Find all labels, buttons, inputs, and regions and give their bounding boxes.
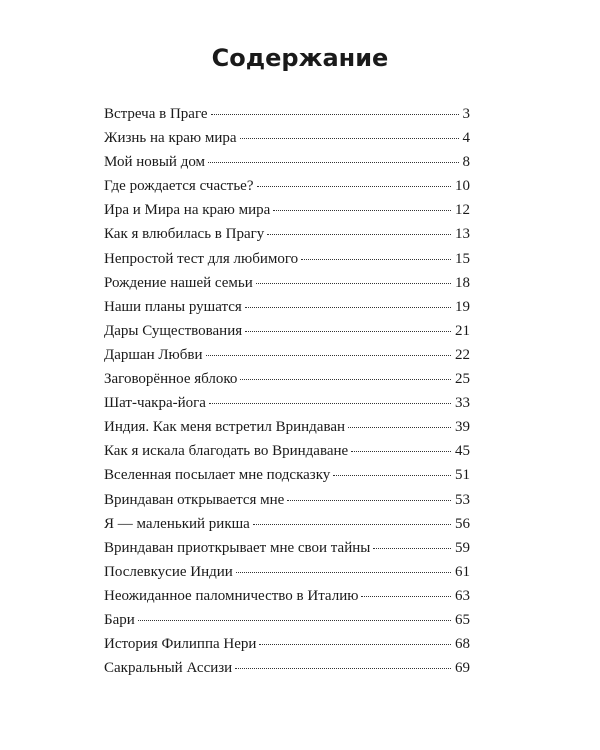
dot-leader <box>138 620 451 621</box>
toc-entry <box>104 467 470 491</box>
toc-entry-page-number: 56 <box>455 515 470 532</box>
toc-entry-title: Как я искала благодать во Вриндаване <box>104 443 349 460</box>
toc-entry-page-number: 59 <box>455 539 470 556</box>
toc-entry-page-number: 65 <box>455 611 470 628</box>
toc-entry-page-number: 15 <box>455 250 470 267</box>
toc-entry <box>104 178 470 202</box>
toc-entry-page-number: 63 <box>455 587 470 604</box>
toc-entry <box>104 516 470 540</box>
toc-entry <box>104 323 470 347</box>
dot-leader <box>240 379 451 380</box>
toc-entry <box>104 636 470 660</box>
toc-entry-title: Непростой тест для любимого <box>104 250 299 267</box>
toc-entry <box>104 202 470 226</box>
toc-entry-title: Даршан Любви <box>104 346 203 363</box>
page-title: Содержание <box>211 44 389 72</box>
toc-entry-page-number: 53 <box>455 491 470 508</box>
toc-entry <box>104 347 470 371</box>
dot-leader <box>351 451 451 452</box>
toc-entry-title: Ира и Мира на краю мира <box>104 202 271 219</box>
dot-leader <box>257 186 452 187</box>
toc-entry-title: Жизнь на краю мира <box>104 130 237 147</box>
toc-entry <box>104 612 470 636</box>
toc-entry-page-number: 18 <box>455 274 470 291</box>
dot-leader <box>240 138 459 139</box>
dot-leader <box>267 234 451 235</box>
toc-entry-page-number: 51 <box>455 467 470 484</box>
dot-leader <box>245 331 451 332</box>
toc-entry <box>104 660 470 684</box>
toc-entry-title: Вселенная посылает мне подсказку <box>104 467 331 484</box>
toc-entry <box>104 275 470 299</box>
dot-leader <box>236 572 451 573</box>
toc-entry-page-number: 19 <box>455 298 470 315</box>
toc-entry <box>104 371 470 395</box>
dot-leader <box>253 524 451 525</box>
toc-entry <box>104 299 470 323</box>
toc-entry-title: Послевкусие Индии <box>104 563 233 580</box>
toc-entry-page-number: 22 <box>455 346 470 363</box>
toc-entry-title: История Филиппа Нери <box>104 636 257 653</box>
toc-entry-title: Сакральный Ассизи <box>104 660 233 677</box>
dot-leader <box>208 162 458 163</box>
dot-leader <box>348 427 451 428</box>
toc-entry <box>104 154 470 178</box>
dot-leader <box>333 475 451 476</box>
toc-entry-page-number: 4 <box>462 130 470 147</box>
dot-leader <box>273 210 451 211</box>
dot-leader <box>245 307 451 308</box>
dot-leader <box>301 259 451 260</box>
toc-entry-page-number: 45 <box>455 443 470 460</box>
toc-list <box>104 106 470 684</box>
toc-entry-title: Шат-чакра-йога <box>104 395 206 412</box>
dot-leader <box>235 668 451 669</box>
toc-entry <box>104 443 470 467</box>
dot-leader <box>206 355 452 356</box>
toc-entry <box>104 106 470 130</box>
toc-entry-page-number: 10 <box>455 178 470 195</box>
dot-leader <box>256 283 451 284</box>
toc-entry-page-number: 12 <box>455 202 470 219</box>
toc-entry <box>104 419 470 443</box>
dot-leader <box>211 114 459 115</box>
toc-entry-page-number: 33 <box>455 395 470 412</box>
toc-entry <box>104 588 470 612</box>
toc-entry <box>104 395 470 419</box>
toc-entry <box>104 226 470 250</box>
toc-entry-title: Как я влюбилась в Прагу <box>104 226 265 243</box>
toc-entry <box>104 251 470 275</box>
toc-entry <box>104 564 470 588</box>
toc-entry-page-number: 25 <box>455 371 470 388</box>
dot-leader <box>373 548 451 549</box>
toc-entry-page-number: 21 <box>455 322 470 339</box>
toc-entry-page-number: 3 <box>462 106 470 122</box>
toc-entry-title: Мой новый дом <box>104 154 206 171</box>
dot-leader <box>259 644 451 645</box>
toc-entry-title: Бари <box>104 611 135 628</box>
toc-entry-title: Неожиданное паломничество в Италию <box>104 587 359 604</box>
toc-entry-title: Вриндаван открывается мне <box>104 491 285 508</box>
toc-entry-title: Вриндаван приоткрывает мне свои тайны <box>104 539 371 556</box>
toc-entry <box>104 492 470 516</box>
toc-entry-page-number: 69 <box>455 660 470 677</box>
toc-entry-title: Я — маленький рикша <box>104 515 250 532</box>
toc-entry-title: Наши планы рушатся <box>104 298 242 315</box>
toc-entry-page-number: 61 <box>455 563 470 580</box>
toc-entry-page-number: 8 <box>462 154 470 171</box>
toc-entry-title: Индия. Как меня встретил Вриндаван <box>104 419 346 436</box>
toc-entry-title: Встреча в Праге <box>104 106 208 122</box>
dot-leader <box>209 403 451 404</box>
toc-entry <box>104 540 470 564</box>
toc-entry-page-number: 39 <box>455 419 470 436</box>
dot-leader <box>361 596 451 597</box>
toc-entry-title: Заговорённое яблоко <box>104 371 238 388</box>
dot-leader <box>287 500 451 501</box>
toc-entry-page-number: 68 <box>455 636 470 653</box>
toc-entry-page-number: 13 <box>455 226 470 243</box>
toc-entry-title: Рождение нашей семьи <box>104 274 253 291</box>
toc-entry <box>104 130 470 154</box>
toc-entry-title: Дары Существования <box>104 322 243 339</box>
toc-entry-title: Где рождается счастье? <box>104 178 254 195</box>
